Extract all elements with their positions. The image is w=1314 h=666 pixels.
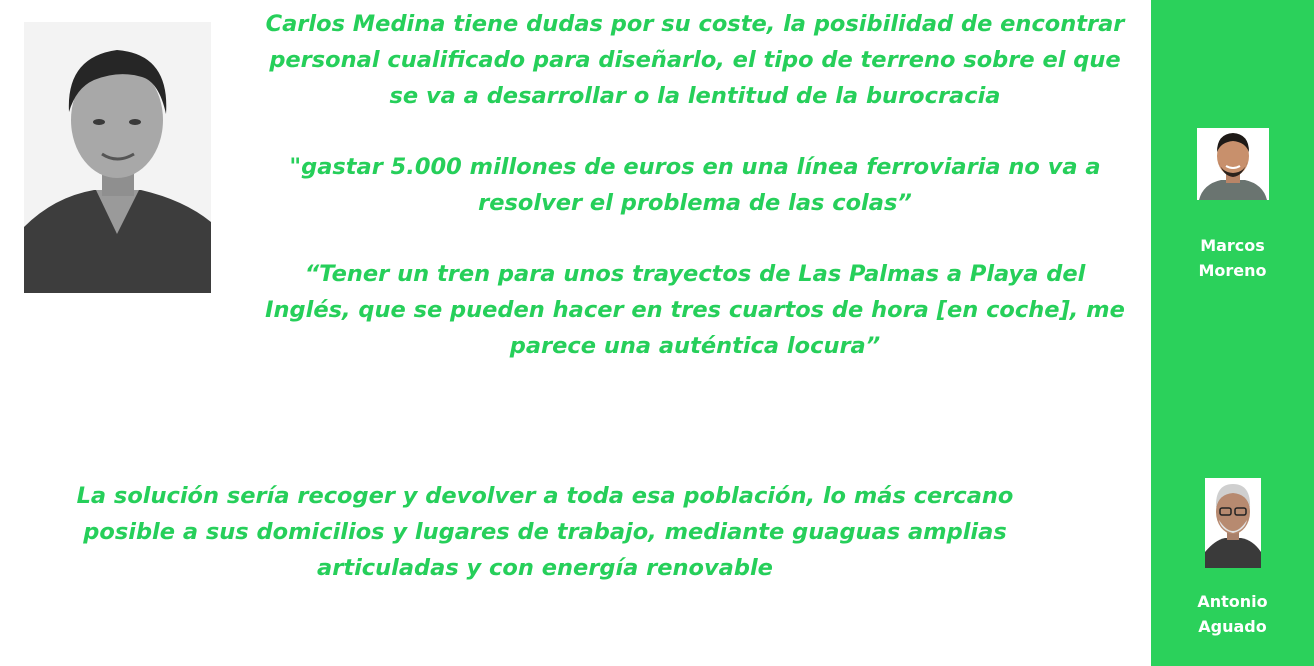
first-name: Marcos [1200,236,1265,255]
intro-quote: Carlos Medina tiene dudas por su coste, la posibilidad de encontrar personal cualificado para diseñarlo, el tipo de terreno sobre el que se va a desarrollar o la lentitud de la burocracia [265,11,1125,109]
avatar [1197,128,1269,200]
solution-text: La solución sería recoger y devolver a toda esa población, lo más cercano posible a sus domicilios y lugares de trabajo, mediante guaguas amplias articuladas y con energía renovable [76,483,1014,581]
last-name: Moreno [1198,261,1267,280]
sidebar [1151,0,1314,666]
person-name [1151,589,1314,639]
avatar [1205,478,1261,568]
portrait-photo [24,22,211,293]
quotes-section [262,6,1128,364]
avatar-image [1197,128,1269,200]
person-marcos-moreno [1151,128,1314,283]
first-name: Antonio [1197,592,1268,611]
cost-quote: "gastar 5.000 millones de euros en una línea ferroviaria no va a resolver el problema de las colas” [289,154,1101,216]
person-name [1151,233,1314,283]
avatar-image [1205,478,1261,568]
portrait-image [24,22,211,293]
person-antonio-aguado [1151,478,1314,639]
last-name: Aguado [1198,617,1267,636]
train-quote: “Tener un tren para unos trayectos de Las Palmas a Playa del Inglés, que se pueden hacer en tres cuartos de hora [en coche], me parece una auténtica locura” [265,261,1125,359]
